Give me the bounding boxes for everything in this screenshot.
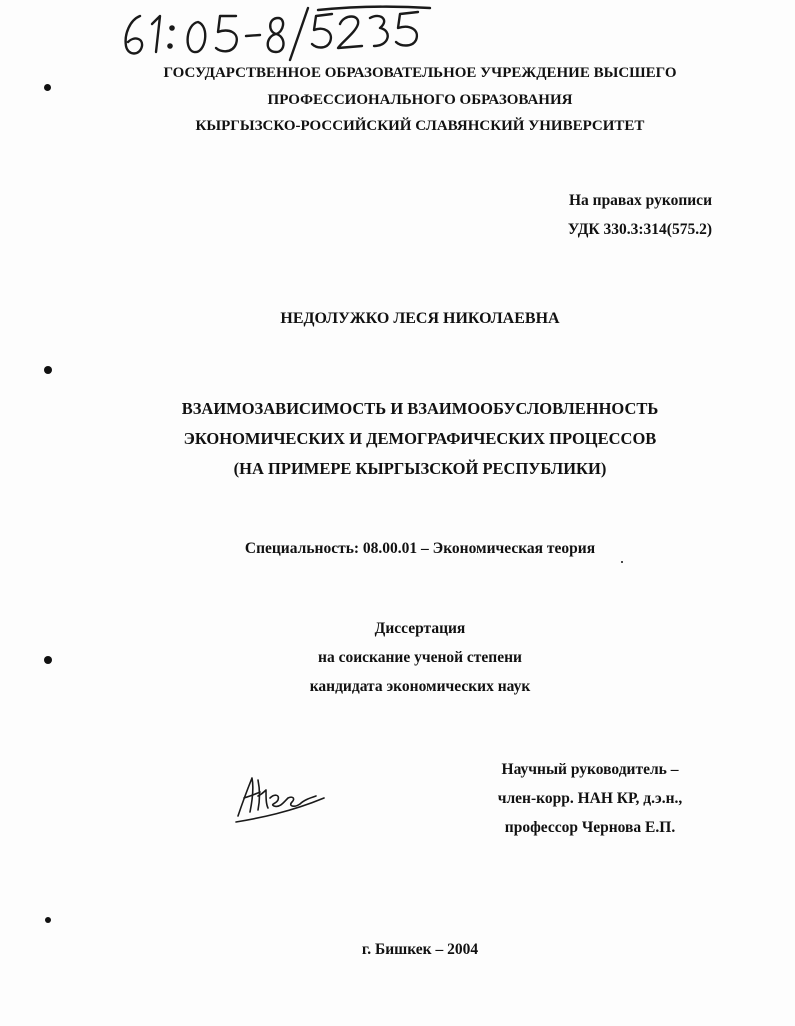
binding-hole-mark-2 <box>44 366 52 374</box>
title-line-3: (НА ПРИМЕРЕ КЫРГЫЗСКОЙ РЕСПУБЛИКИ) <box>233 459 607 478</box>
dissertation-title <box>60 394 780 484</box>
binding-hole-mark-1 <box>44 84 51 91</box>
supervisor-line-2: член-корр. НАН КР, д.э.н., <box>497 790 683 807</box>
institution-line-1: ГОСУДАРСТВЕННОЕ ОБРАЗОВАТЕЛЬНОЕ УЧРЕЖДЕНИЕ ВЫСШЕГО <box>163 65 677 81</box>
degree-line-2: на соискание ученой степени <box>318 649 522 666</box>
supervisor-line-3: профессор Чернова Е.П. <box>504 819 676 836</box>
scan-speck <box>621 561 623 563</box>
city-year: г. Бишкек – 2004 <box>361 941 479 958</box>
institution-line-2: ПРОФЕССИОНАЛЬНОГО ОБРАЗОВАНИЯ <box>267 91 573 108</box>
signature-svg <box>230 768 330 824</box>
binding-hole-mark-3 <box>44 656 52 664</box>
udc-code: УДК 330.3:314(575.2) <box>567 221 712 238</box>
binding-hole-mark-4 <box>45 917 51 923</box>
degree-line-3: кандидата экономических наук <box>309 678 531 695</box>
manuscript-rights-label: На правах рукописи <box>568 192 712 209</box>
supervisor-block <box>470 755 710 842</box>
supervisor-line-1: Научный руководитель – <box>501 761 679 778</box>
title-line-1: ВЗАИМОЗАВИСИМОСТЬ И ВЗАИМООБУСЛОВЛЕННОСТЬ <box>181 399 659 418</box>
institution-line-3: КЫРГЫЗСКО-РОССИЙСКИЙ СЛАВЯНСКИЙ УНИВЕРСИТЕТ <box>195 118 645 134</box>
handwritten-code-svg <box>118 2 438 64</box>
specialty-line: Специальность: 08.00.01 – Экономическая теория <box>244 540 596 557</box>
manuscript-rights-block <box>480 186 712 244</box>
author-name: НЕДОЛУЖКО ЛЕСЯ НИКОЛАЕВНА <box>280 310 560 327</box>
title-line-2: ЭКОНОМИЧЕСКИХ И ДЕМОГРАФИЧЕСКИХ ПРОЦЕССОВ <box>183 429 657 448</box>
author-signature <box>230 768 330 824</box>
degree-block <box>60 614 780 701</box>
institution-block <box>60 60 780 140</box>
degree-line-1: Диссертация <box>374 620 466 637</box>
handwritten-archive-code <box>118 2 438 64</box>
